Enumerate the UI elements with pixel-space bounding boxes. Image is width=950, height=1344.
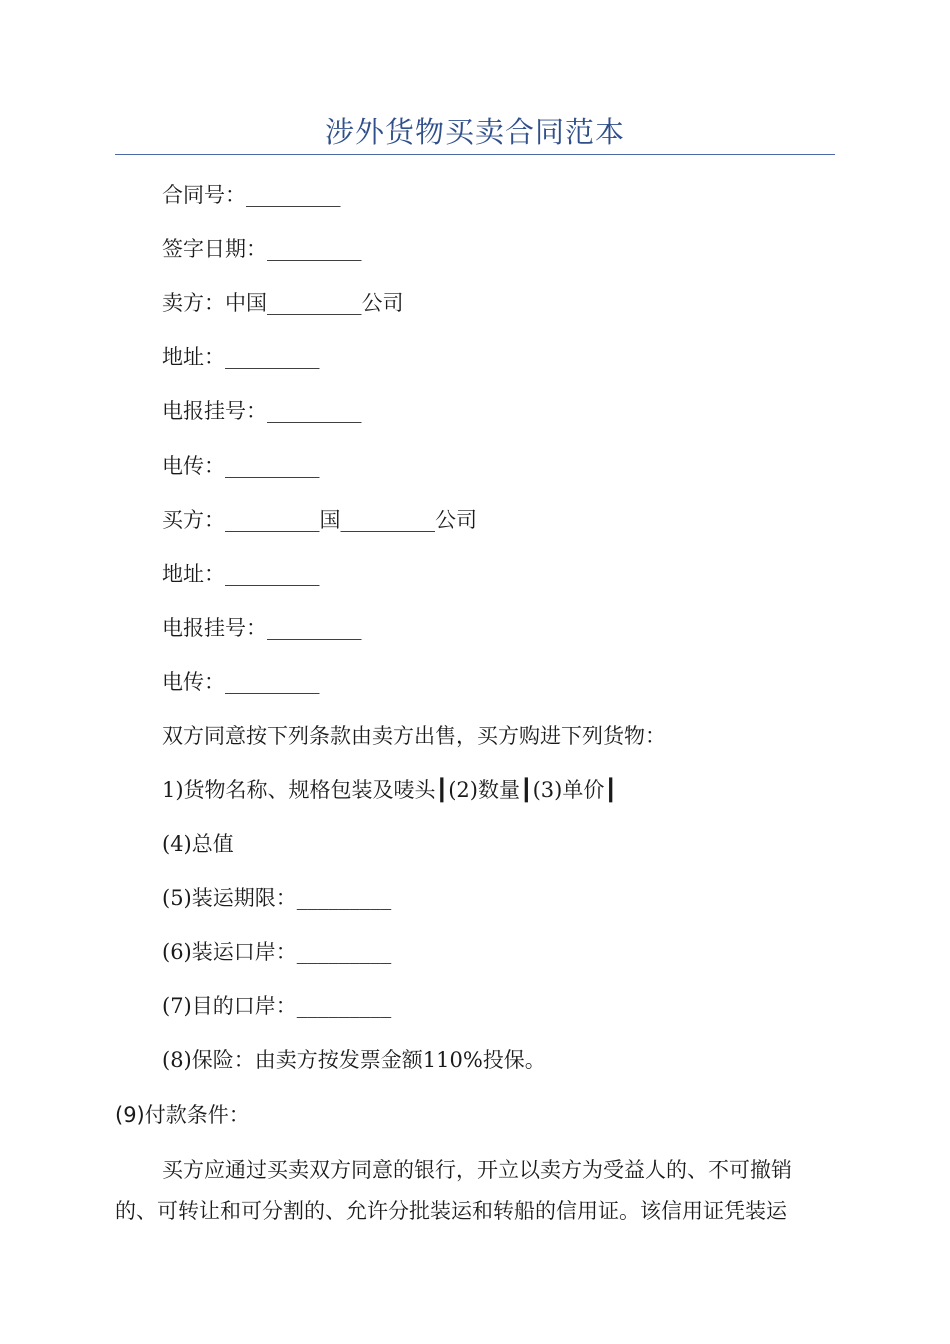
port-of-destination-line: (7)目的口岸：_________ (162, 994, 392, 1018)
port-of-loading-line: (6)装运口岸：_________ (162, 940, 392, 964)
contract-number-line: 合同号：_________ (162, 183, 341, 207)
payment-heading-number: (9) (115, 1103, 145, 1127)
seller-address-line: 地址：_________ (162, 345, 320, 369)
document-title: 涉外货物买卖合同范本 (324, 115, 625, 149)
buyer-address-line: 地址：_________ (162, 562, 320, 586)
seller-line: 卖方：中国_________公司 (162, 291, 404, 315)
buyer-cable-line: 电报挂号：_________ (162, 616, 362, 640)
payment-paragraph-line: 的、可转让和可分割的、允许分批装运和转船的信用证。该信用证凭装运 (115, 1199, 787, 1223)
shipment-period-line: (5)装运期限：_________ (162, 886, 392, 910)
payment-heading-text: 付款条件： (144, 1103, 250, 1127)
total-value-line: (4)总值 (162, 832, 234, 856)
buyer-telex-line: 电传：_________ (162, 670, 320, 694)
sign-date-line: 签字日期：_________ (162, 237, 362, 261)
buyer-line: 买方：_________国_________公司 (162, 508, 477, 532)
insurance-line: (8)保险：由卖方按发票金额110%投保。 (162, 1048, 546, 1072)
title-underline (115, 154, 835, 155)
goods-items-line: 1)货物名称、规格包装及唛头┃(2)数量┃(3)单价┃ (162, 778, 617, 802)
payment-heading (115, 1100, 250, 1130)
agreement-intro-line: 双方同意按下列条款由卖方出售，买方购进下列货物： (162, 724, 666, 748)
seller-cable-line: 电报挂号：_________ (162, 399, 362, 423)
seller-telex-line: 电传：_________ (162, 454, 320, 478)
payment-paragraph-line: 买方应通过买卖双方同意的银行，开立以卖方为受益人的、不可撤销 (162, 1158, 792, 1182)
payment-paragraph (115, 1150, 835, 1232)
